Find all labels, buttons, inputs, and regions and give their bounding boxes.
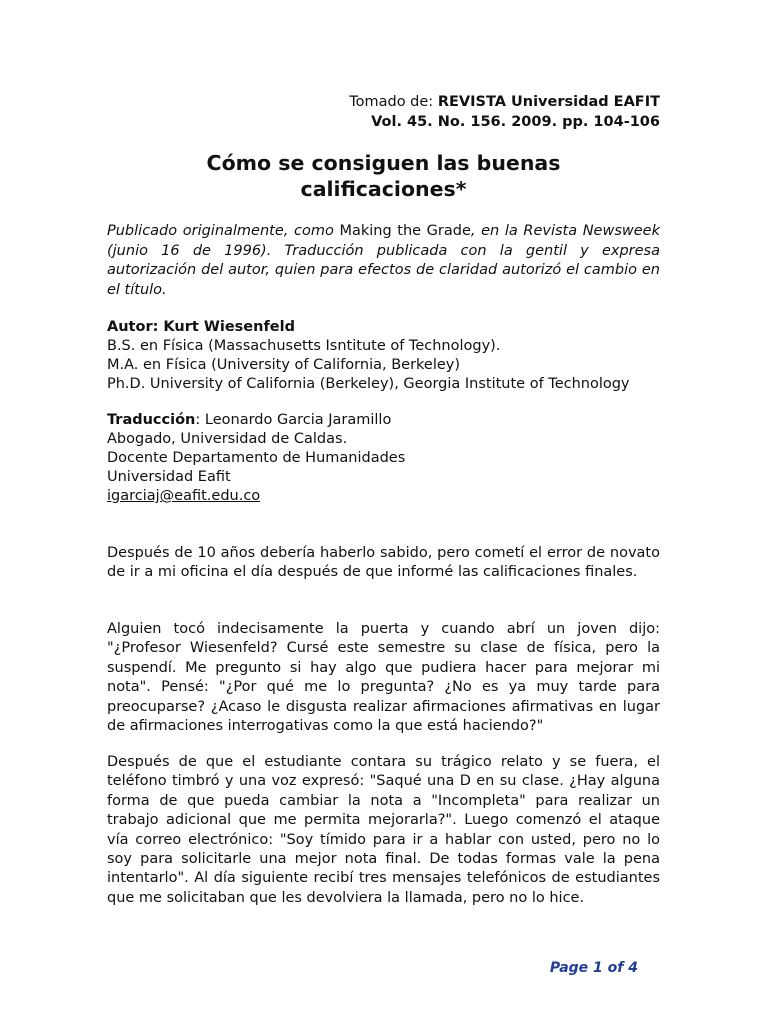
body-paragraph: Después de 10 años debería haberlo sabido, pero cometí el error de novato de ir a mi oficina el día después de que informé las calificaciones finales.: [107, 545, 660, 581]
translator-name: : Leonardo Garcia Jaramillo: [195, 412, 392, 428]
original-title: Making the Grade: [339, 223, 471, 239]
author-credential: M.A. en Física (University of California, Berkeley): [107, 357, 461, 373]
author-section: [107, 318, 667, 394]
translator-email-link[interactable]: igarciaj@eafit.edu.co: [107, 488, 261, 504]
translation-section: [107, 411, 667, 506]
intro-paragraph: [107, 222, 660, 300]
intro-part-1: Publicado originalmente, como: [107, 223, 340, 239]
citation-text: Vol. 45. No. 156. 2009. pp. 104-106: [371, 114, 660, 130]
source-line: [349, 92, 660, 112]
author-credential: B.S. en Física (Massachusetts Isntitute of Technology).: [107, 338, 501, 354]
page-number: Page 1 of 4: [549, 960, 638, 976]
author-credential: Ph.D. University of California (Berkeley), Georgia Institute of Technology: [107, 376, 630, 392]
translator-detail: Abogado, Universidad de Caldas.: [107, 431, 348, 447]
translator-line: [107, 411, 667, 430]
translation-label: Traducción: [107, 412, 196, 428]
title-line-2: calificaciones*: [300, 177, 467, 201]
body-paragraph: Alguien tocó indecisamente la puerta y cuando abrí un joven dijo: "¿Profesor Wiesenfeld? Cursé este semestre su clase de física, pero la suspendí. Me pregunto si hay algo que pudiera hacer para mejorar mi nota". Pensé: "¿Por qué me lo pregunta? ¿No es ya muy tarde para preocuparse? ¿Acaso le disgusta realizar afirmaciones afirmativas en lugar de afirmaciones interrogativas como la que está haciendo?": [107, 621, 660, 735]
page-title: [107, 150, 660, 202]
body-paragraph: Después de que el estudiante contara su trágico relato y se fuera, el teléfono timbró y una voz expresó: "Saqué una D en su clase. ¿Hay alguna forma de que pueda cambiar la nota a "Incompleta" para realizar un trabajo adicional que me permita mejorarla?". Luego comenzó el ataque vía correo electrónico: "Soy tímido para ir a hablar con usted, pero no lo soy para solicitarle una mejor nota final. De todas formas vale la pena intentarlo". Al día siguiente recibí tres mensajes telefónicos de estudiantes que me solicitaban que les devolviera la llamada, pero no lo hice.: [107, 754, 660, 906]
source-prefix: Tomado de:: [349, 94, 438, 110]
title-line-1: Cómo se consiguen las buenas: [206, 151, 561, 175]
translator-detail: Universidad Eafit: [107, 469, 231, 485]
translator-detail: Docente Departamento de Humanidades: [107, 450, 406, 466]
source-citation: [349, 92, 660, 132]
intro-part-2: , en la Revista Newsweek (junio 16 de 1996). Traducción publicada con la gentil y expresa autorización del autor, quien para efectos de claridad autorizó el cambio en el título.: [107, 223, 660, 298]
source-journal: REVISTA Universidad EAFIT: [437, 94, 660, 110]
source-volume: [349, 112, 660, 132]
author-label: Autor: Kurt Wiesenfeld: [107, 319, 295, 335]
